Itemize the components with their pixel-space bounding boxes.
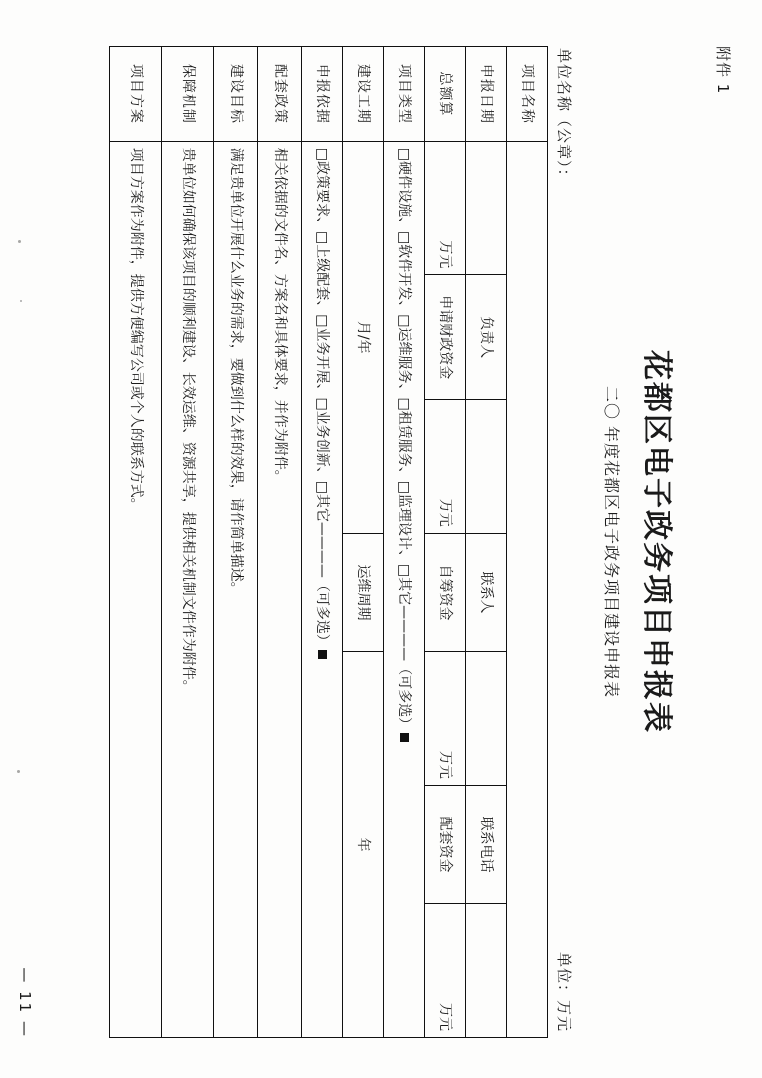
- meta-row: [554, 46, 575, 1038]
- col-label-contact-person: 联系人: [466, 533, 507, 651]
- row-label-application-date: 申报日期: [466, 47, 507, 142]
- field-construction-period[interactable]: 月/年: [343, 141, 384, 533]
- page-number: — 11 —: [16, 967, 34, 1038]
- col-label-person-in-charge: 负责人: [466, 275, 507, 400]
- table-row: [162, 47, 214, 1038]
- application-basis-options-text: □政策要求、□上级配套、□业务开展、□业务创新、□其它————（可多选）: [314, 147, 331, 648]
- filled-square-marker: [400, 733, 409, 742]
- field-matching-funds-unit: 万元: [425, 904, 466, 1038]
- table-row: [425, 47, 466, 1038]
- table-row: [110, 47, 162, 1038]
- attachment-label: 附件 1: [714, 46, 732, 95]
- field-application-date[interactable]: [466, 141, 507, 275]
- field-self-raised-funds-unit: 万元: [425, 652, 466, 786]
- unit-of-measure-note: 单位：万元: [555, 951, 573, 1032]
- unit-name-label: 单位名称（公章）：: [555, 48, 573, 185]
- row-label-construction-goal: 建设目标: [214, 47, 258, 142]
- row-label-guarantee-mechanism: 保障机制: [162, 47, 214, 142]
- col-label-matching-funds: 配套资金: [425, 785, 466, 903]
- field-contact-person[interactable]: [466, 652, 507, 786]
- field-total-budget-unit: 万元: [425, 141, 466, 275]
- row-label-application-basis: 申报依据: [302, 47, 343, 142]
- table-row: [466, 47, 507, 1038]
- table-row: [302, 47, 343, 1038]
- page-title: 花都区电子政务项目申报表: [639, 350, 674, 734]
- field-project-name[interactable]: [507, 141, 548, 1037]
- field-guarantee-mechanism[interactable]: 贵单位如何确保该项目的顺利建设、长效运维、资源共享，提供相关机制文件作为附件。: [162, 141, 214, 1037]
- table-row: [214, 47, 258, 1038]
- row-label-project-type: 项目类型: [384, 47, 425, 142]
- filled-square-marker: [318, 650, 327, 659]
- table-row: [258, 47, 302, 1038]
- col-label-self-raised-funds: 自筹资金: [425, 533, 466, 651]
- row-label-construction-period: 建设工期: [343, 47, 384, 142]
- project-type-options-text: □硬件设施、□软件开发、□运维服务、□租赁服务、□监理设计、□其它————（可多选）: [396, 147, 413, 732]
- field-contact-phone[interactable]: [466, 904, 507, 1038]
- col-label-contact-phone: 联系电话: [466, 785, 507, 903]
- row-label-supporting-policy: 配套政策: [258, 47, 302, 142]
- field-project-plan[interactable]: 项目方案作为附件，提供方便编写公司或个人的联系方式。: [110, 141, 162, 1037]
- table-row: [343, 47, 384, 1038]
- row-label-total-budget: 总额算: [425, 47, 466, 142]
- row-label-project-name: 项目名称: [507, 47, 548, 142]
- col-label-maintenance-period: 运维周期: [343, 533, 384, 651]
- col-label-government-funds: 申请财政资金: [425, 275, 466, 400]
- application-form-table: [109, 46, 548, 1038]
- table-row: [384, 47, 425, 1038]
- page-subtitle: 二〇 年度花都区电子政务项目建设申报表: [602, 385, 621, 699]
- field-application-basis-options[interactable]: [302, 141, 343, 1037]
- row-label-project-plan: 项目方案: [110, 47, 162, 142]
- field-supporting-policy[interactable]: 相关依据的文件名、方案名和具体要求，并作为附件。: [258, 141, 302, 1037]
- field-project-type-options[interactable]: [384, 141, 425, 1037]
- table-row: [507, 47, 548, 1038]
- field-government-funds-unit: 万元: [425, 400, 466, 534]
- field-maintenance-period[interactable]: 年: [343, 652, 384, 1038]
- field-construction-goal[interactable]: 满足贵单位开展什么业务的需求，要做到什么样的效果，请作简单描述。: [214, 141, 258, 1037]
- field-person-in-charge[interactable]: [466, 400, 507, 534]
